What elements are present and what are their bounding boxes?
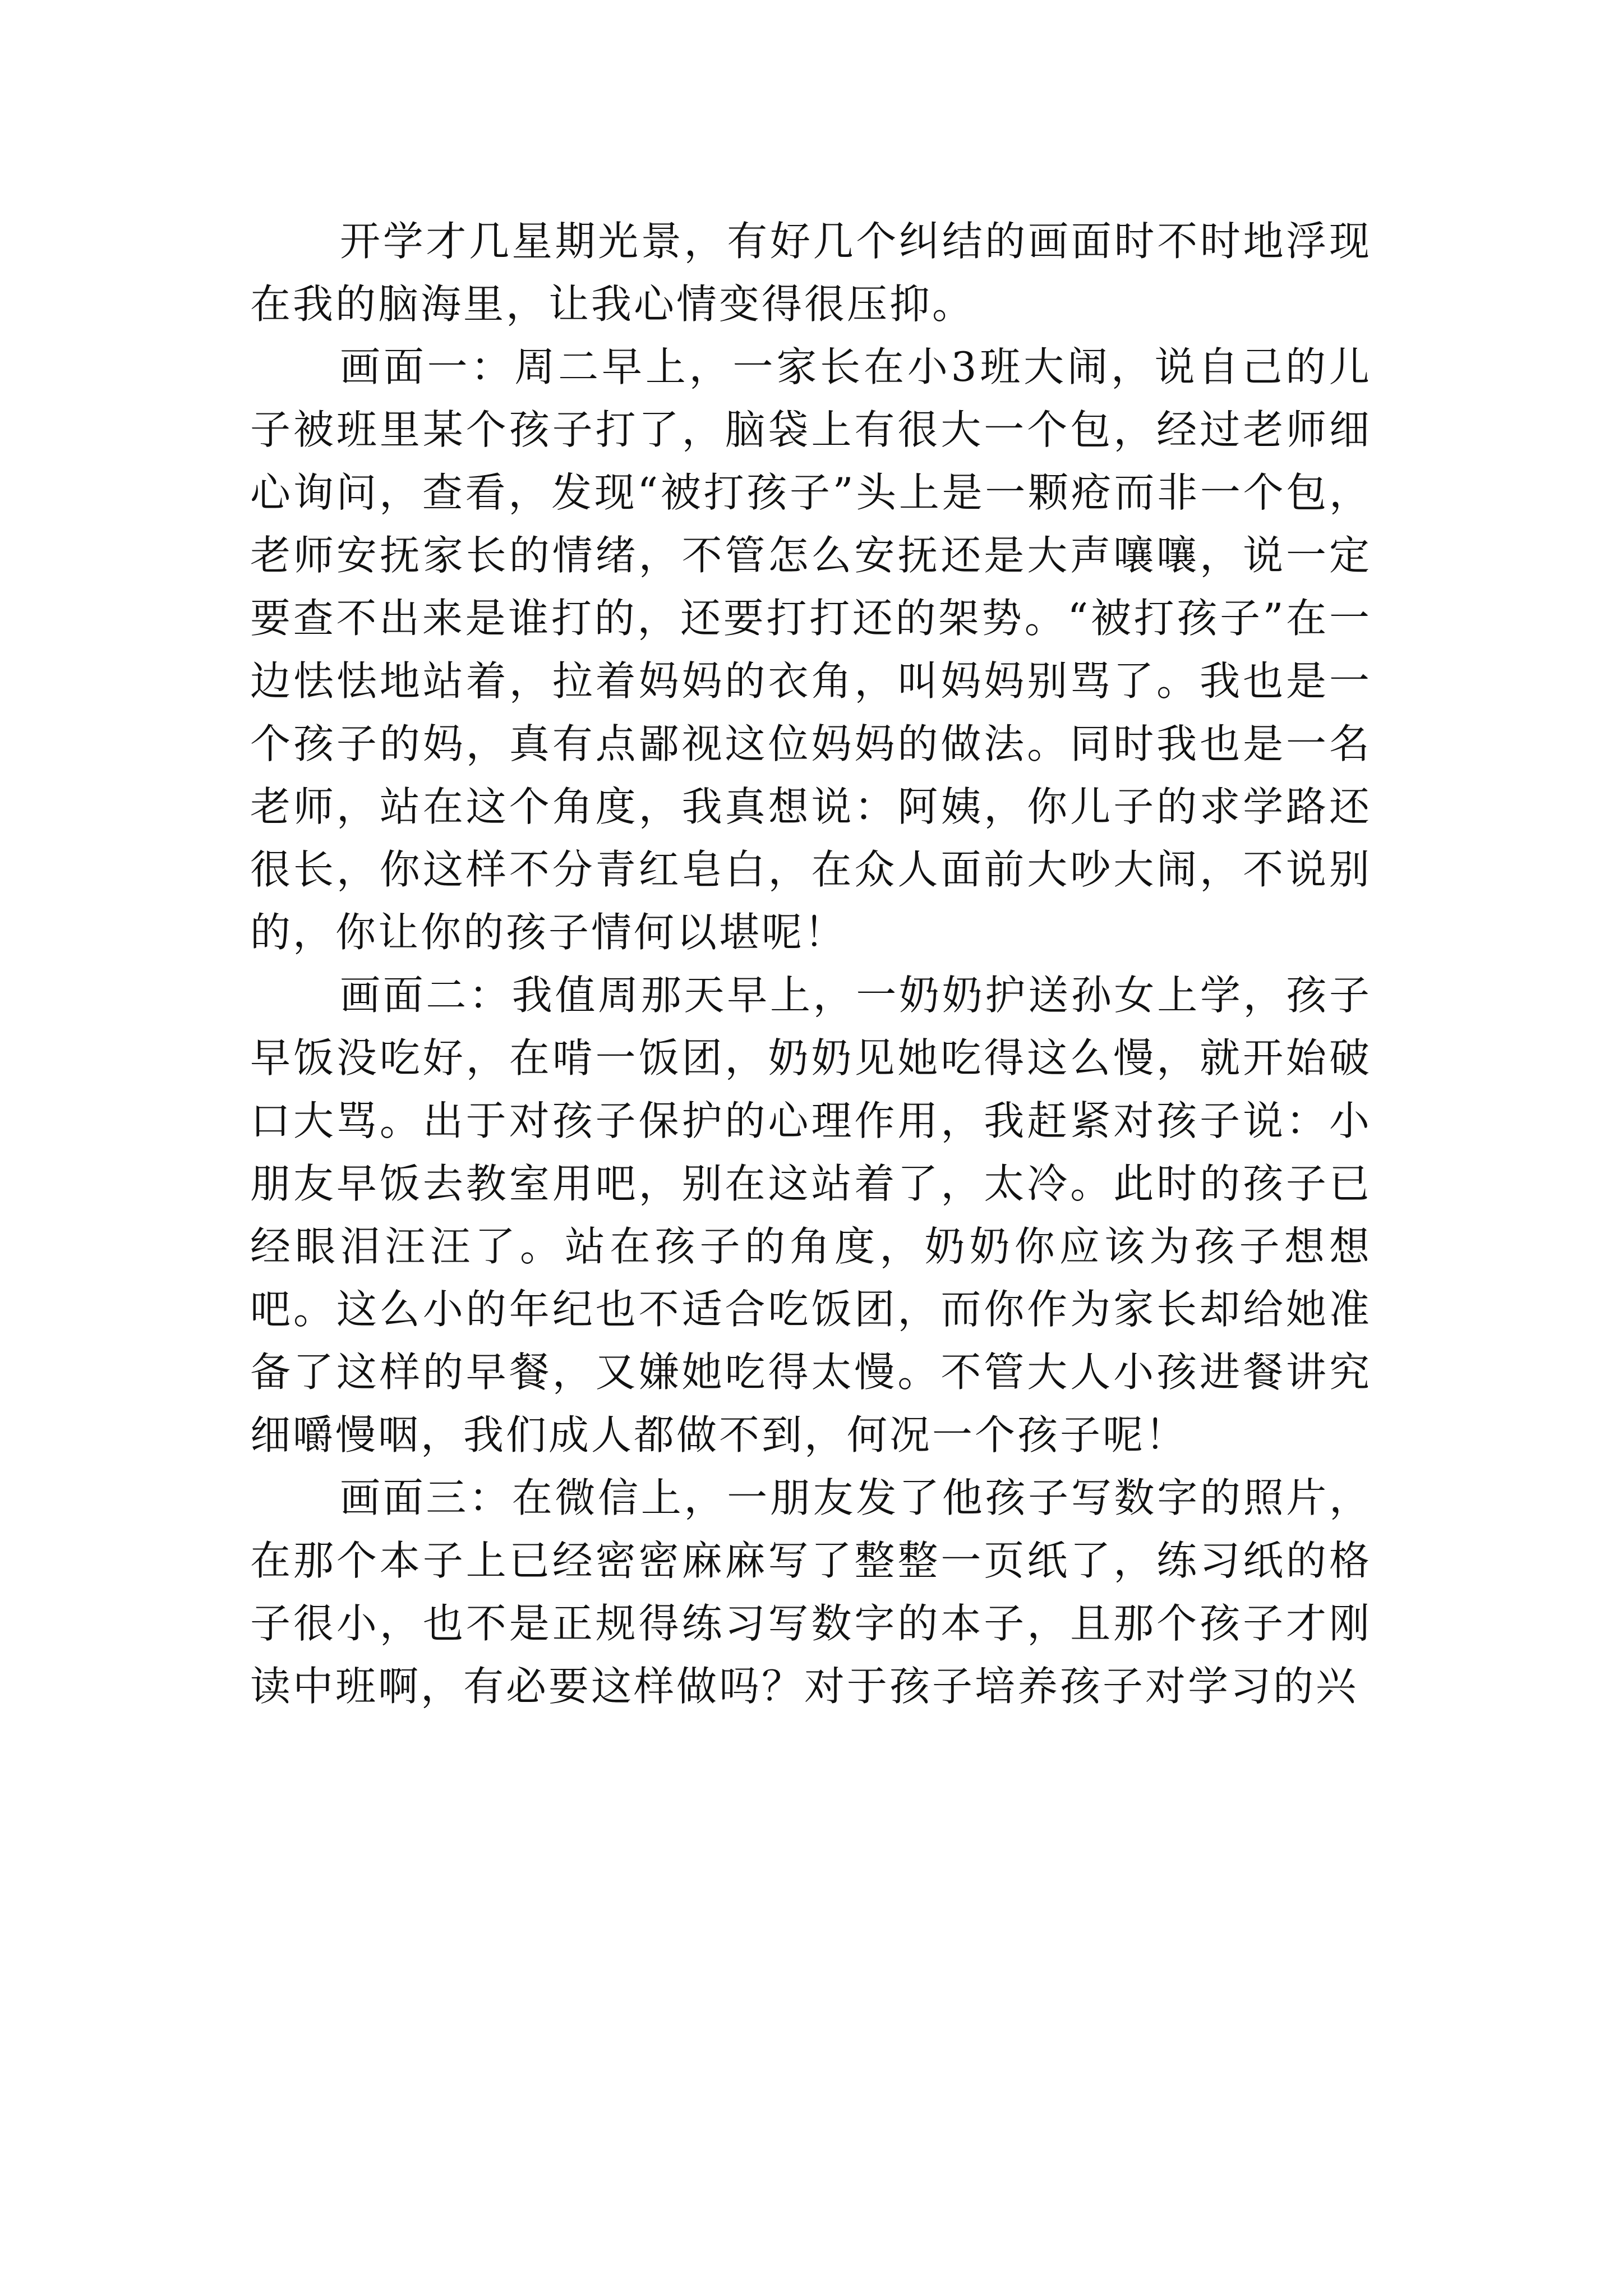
paragraph-scene-two: 画面二：我值周那天早上，一奶奶护送孙女上学，孩子早饭没吃好，在啃一饭团，奶奶见她吃得这么慢，就开始破口大骂。出于对孩子保护的心理作用，我赶紧对孩子说：小朋友早饭去教室用吧，别在这站着了，太冷。此时的孩子已经眼泪汪汪了。站在孩子的角度，奶奶你应该为孩子想想吧。这么小的年纪也不适合吃饭团，而你作为家长却给她准备了这样的早餐，又嫌她吃得太慢。不管大人小孩进餐讲究细嚼慢咽，我们成人都做不到，何况一个孩子呢！: [250, 972, 1372, 1458]
paragraph-scene-three: 画面三：在微信上，一朋友发了他孩子写数字的照片，在那个本子上已经密密麻麻写了整整一页纸了，练习纸的格子很小，也不是正规得练习写数字的本子，且那个孩子才刚读中班啊，有必要这样做吗？对于孩子培养孩子对学习的兴: [250, 1474, 1372, 1710]
paragraph-intro: 开学才几星期光景，有好几个纠结的画面时不时地浮现在我的脑海里，让我心情变得很压抑。: [250, 218, 1372, 328]
paragraph-scene-one: 画面一：周二早上，一家长在小3班大闹，说自己的儿子被班里某个孩子打了，脑袋上有很大一个包，经过老师细心询问，查看，发现“被打孩子”头上是一颗疮而非一个包，老师安抚家长的情绪，不管怎么安抚还是大声嚷嚷，说一定要查不出来是谁打的，还要打打还的架势。“被打孩子”在一边怯怯地站着，拉着妈妈的衣角，叫妈妈别骂了。我也是一个孩子的妈，真有点鄙视这位妈妈的做法。同时我也是一名老师，站在这个角度，我真想说：阿姨，你儿子的求学路还很长，你这样不分青红皂白，在众人面前大吵大闹，不说别的，你让你的孩子情何以堪呢！: [250, 343, 1372, 956]
document-body: [250, 210, 1372, 1718]
